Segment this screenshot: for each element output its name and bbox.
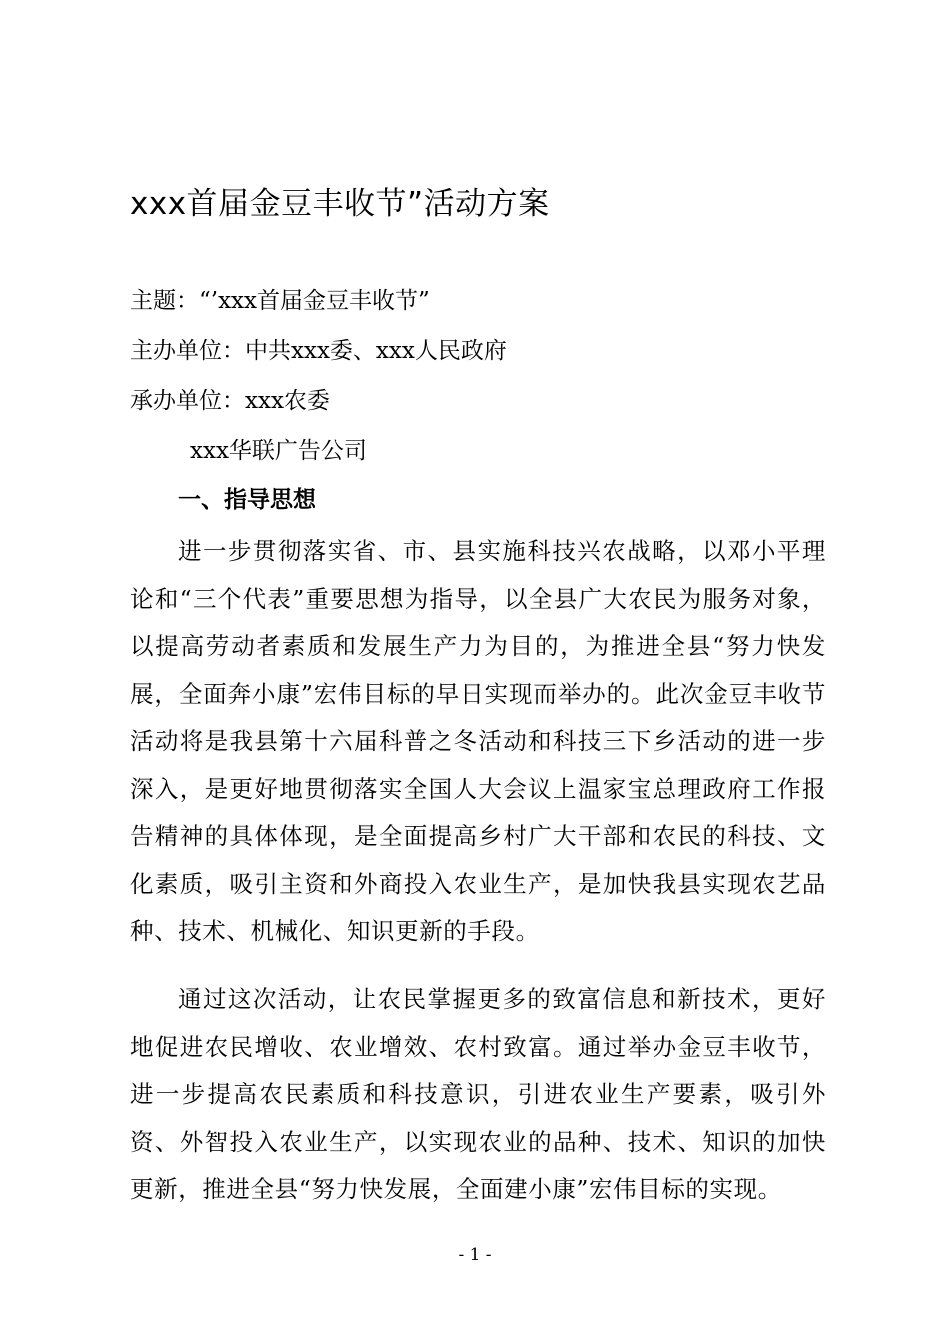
section-heading: 一、指导思想 [178, 487, 316, 513]
paragraph-1: 进一步贯彻落实省、市、县实施科技兴农战略，以邓小平理论和“三个代表”重要思想为指导，以全县广大农民为服务对象，以提高劳动者素质和发展生产力为目的，为推进全县“努力快发展，全面奔小康”宏伟目标的早日实现而举办的。此次金豆丰收节活动将是我县第十六届科普之冬活动和科技三下乡活动的进一步深入，是更好地贯彻落实全国人大会议上温家宝总理政府工作报告精神的具体体现，是全面提高乡村广大干部和农民的科技、文化素质，吸引主资和外商投入农业生产，是加快我县实现农艺品种、技术、机械化、知识更新的手段。 [130, 537, 826, 945]
undertaker-line: 承办单位：xxx农委 [130, 388, 330, 414]
page-number: - 1 - [458, 1245, 492, 1265]
undertaker-line-2: xxx华联广告公司 [190, 438, 367, 464]
paragraph-2: 通过这次活动，让农民掌握更多的致富信息和新技术，更好地促进农民增收、农业增效、农村致富。通过举办金豆丰收节，进一步提高农民素质和科技意识，引进农业生产要素，吸引外资、外智投入农业生产，以实现农业的品种、技术、知识的加快更新，推进全县“努力快发展，全面建小康”宏伟目标的实现。 [130, 985, 826, 1203]
theme-line: 主题：“’xxx首届金豆丰收节” [130, 288, 430, 314]
organizer-line: 主办单位：中共xxx委、xxx人民政府 [130, 338, 507, 364]
document-title: xxx首届金豆丰收节”活动方案 [130, 186, 550, 222]
